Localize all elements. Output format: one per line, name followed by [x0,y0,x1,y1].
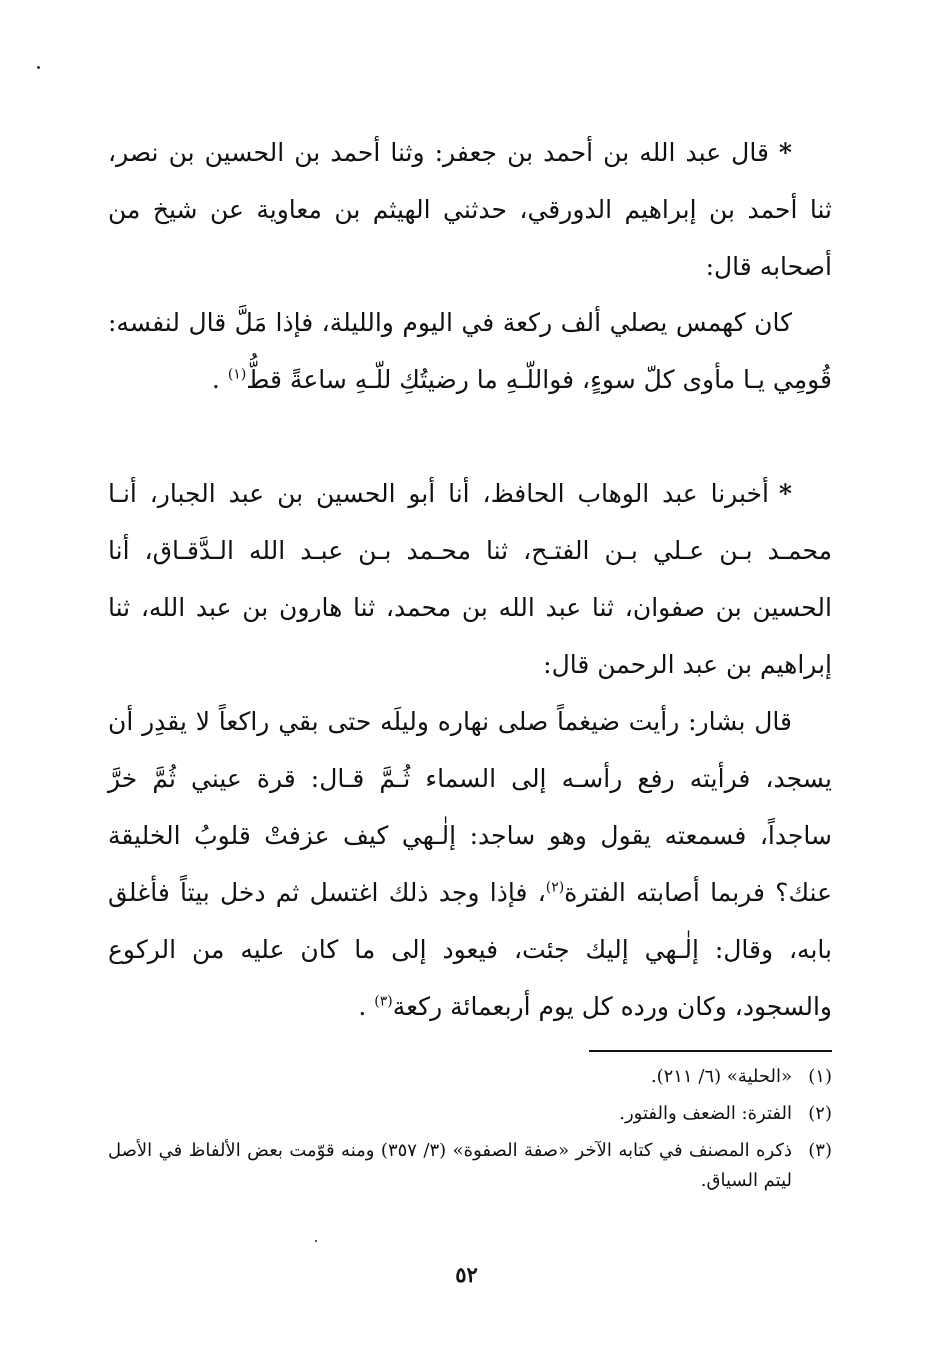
paragraph-end-mark: . [211,365,220,394]
footnote-text: الفترة: الضعف والفتور. [619,1103,792,1124]
footnote-number: (٣) [808,1140,832,1161]
footnote-ref-1[interactable]: (١) [227,366,247,383]
footnote-number: (١) [808,1066,832,1087]
paragraph-narration-1 [108,294,832,408]
footnote-item [108,1099,832,1129]
footnote-number: (٢) [808,1103,832,1124]
footnote-item [108,1062,832,1092]
footnote-item [108,1136,832,1196]
section-star-marker: * [778,479,792,508]
page-number: ٥٢ [455,1262,478,1287]
footnote-text: ذكره المصنف في كتابه الآخر «صفة الصفوة» (٣/ ٣٥٧) ومنه قوّمت بعض الألفاظ في الأصل ليتم السياق. [108,1140,792,1191]
footnote-text: «الحلية» (٦/ ٢١١). [650,1066,792,1087]
scan-speck [37,66,40,69]
paragraph-text: كان كهمس يصلي ألف ركعة في اليوم والليلة، فإذا مَلَّ قال لنفسه: قُومِي يـا مأوى كلّ سوءٍ، فواللّـهِ ما رضيتُكِ للّـهِ ساعةً قطُّ [108,308,832,394]
paragraph-text: قال عبد الله بن أحمد بن جعفر: وثنا أحمد بن الحسين بن نصر، ثنا أحمد بن إبراهيم الدورقي، حدثني الهيثم بن معاوية عن شيخ من أصحابه قال: [108,138,832,281]
paragraph-text-continued: ، فإذا وجد ذلك اغتسل ثم دخل بيتاً فأغلق بابه، وقال: إلٰـهي إليك جئت، فيعود إلى ما كان عليه من الركوع والسجود، وكان ورده كل يوم أربعمائة ركعة [108,878,832,1021]
footnote-ref-2[interactable]: (٢) [545,879,565,896]
paragraph-text: قال بشار: رأيت ضيغماً صلى نهاره وليلَه حتى بقي راكعاً لا يقدِر أن يسجد، فرأيته رفع رأسـه إلى السماء ثُـمَّ قـال: قرة عيني ثُمَّ خرَّ ساجداً، فسمعته يقول وهو ساجد: إلٰـهي كيف عزفتْ قلوبُ الخليقة عنك؟ فربما أصابته الفترة [108,707,832,907]
paragraph-isnad-1 [108,124,832,295]
footnote-separator [589,1050,832,1052]
footnotes [108,1062,832,1203]
paragraph-narration-2 [108,693,832,1035]
paragraph-end-mark: . [358,992,367,1021]
paragraph-text: أخبرنا عبد الوهاب الحافظ، أنا أبو الحسين بن عبد الجبار، أنـا محمـد بـن عـلي بـن الفتـح، ثنا محـمد بـن عبـد الله الـدَّقـاق، أنا الحسين بن صفوان، ثنا عبد الله بن محمد، ثنا هارون بن عبد الله، ثنا إبراهيم بن عبد الرحمن قال: [108,479,832,679]
scan-speck [315,1240,317,1242]
footnote-ref-3[interactable]: (٣) [374,993,393,1010]
paragraph-isnad-2 [108,465,832,693]
section-star-marker: * [778,138,792,167]
